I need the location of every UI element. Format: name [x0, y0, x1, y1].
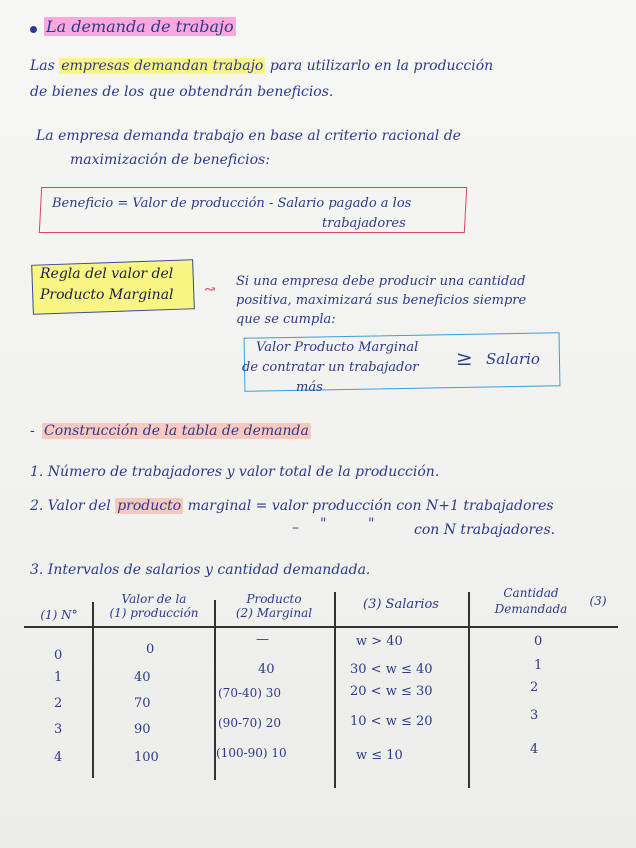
- arrow-icon: ↝: [204, 282, 216, 298]
- cell-valor: 0: [146, 642, 155, 657]
- criterio-line-1: La empresa demanda trabajo en base al criterio racional de: [36, 128, 461, 144]
- regla-line-1: Regla del valor del: [40, 266, 174, 282]
- header-pm-2: (2) Marginal: [235, 606, 313, 620]
- cell-salario: 20 < w ≤ 30: [350, 684, 433, 699]
- step-2-quote-2: ": [368, 516, 375, 532]
- cond-line-1: Valor Producto Marginal: [256, 340, 419, 355]
- cell-cantidad: 4: [530, 742, 539, 757]
- intro-line-2: de bienes de los que obtendrán beneficios.: [30, 84, 334, 100]
- cell-n: 3: [54, 722, 63, 737]
- step-2-dash: –: [292, 520, 299, 536]
- cell-salario: 30 < w ≤ 40: [350, 662, 433, 677]
- formula-line-2: trabajadores: [322, 216, 406, 231]
- table-header-rule: [24, 626, 618, 628]
- regla-line-2: Producto Marginal: [40, 287, 174, 303]
- cell-cantidad: 2: [530, 680, 539, 695]
- cell-valor: 40: [134, 670, 151, 685]
- regla-text-1: Si una empresa debe producir una cantidad: [236, 274, 526, 289]
- cell-n: 1: [54, 670, 63, 685]
- cell-n: 2: [54, 696, 63, 711]
- header-n: (1) N°: [40, 608, 78, 622]
- cell-n: 0: [54, 648, 63, 663]
- cond-right: Salario: [486, 350, 540, 368]
- header-valor-1: Valor de la: [121, 592, 187, 606]
- cell-pm: (70-40) 30: [218, 686, 282, 700]
- header-valor-2: (1) producción: [109, 606, 199, 620]
- cell-n: 4: [54, 750, 63, 765]
- cell-valor: 90: [134, 722, 151, 737]
- cell-salario: w ≤ 10: [356, 748, 403, 763]
- step-1: 1. Número de trabajadores y valor total de la producción.: [30, 464, 440, 480]
- step-2-quote-1: ": [320, 516, 327, 532]
- cond-line-3: más: [296, 380, 323, 395]
- cell-pm: —: [256, 632, 269, 647]
- step-2-end: con N trabajadores.: [414, 522, 556, 538]
- cell-cantidad: 1: [534, 658, 543, 673]
- cell-valor: 100: [134, 750, 159, 765]
- table-col-line-1: [92, 602, 94, 778]
- cell-pm: 40: [258, 662, 275, 677]
- header-cant-1: Cantidad: [503, 586, 559, 600]
- highlight-empresas: empresas demandan trabajo: [61, 58, 264, 74]
- header-salarios: (3) Salarios: [363, 597, 439, 612]
- step-2: 2. Valor del producto marginal = valor producción con N+1 trabajadores: [30, 498, 554, 514]
- construccion-dash: -: [30, 423, 35, 439]
- page-title: La demanda de trabajo: [46, 17, 234, 36]
- cell-salario: w > 40: [356, 634, 403, 649]
- regla-text-3: que se cumpla:: [236, 312, 336, 327]
- cell-cantidad: 0: [534, 634, 543, 649]
- geq-symbol: ≥: [456, 346, 473, 370]
- table-col-line-4: [468, 592, 470, 788]
- bullet-dot: [30, 26, 37, 33]
- formula-line-1: Beneficio = Valor de producción - Salario pagado a los: [52, 196, 412, 211]
- regla-text-2: positiva, maximizará sus beneficios siempre: [236, 293, 527, 308]
- cell-salario: 10 < w ≤ 20: [350, 714, 433, 729]
- header-pm-1: Producto: [246, 592, 302, 606]
- cell-valor: 70: [134, 696, 151, 711]
- construccion-heading: Construcción de la tabla de demanda: [44, 423, 309, 439]
- criterio-line-2: maximización de beneficios:: [70, 152, 270, 168]
- table-col-line-3: [334, 592, 336, 788]
- header-cant-2: Demandada: [494, 602, 568, 616]
- header-cant-tag: (3): [589, 594, 607, 608]
- cond-line-2: de contratar un trabajador: [242, 360, 419, 375]
- cell-pm: (90-70) 20: [218, 716, 282, 730]
- cell-cantidad: 3: [530, 708, 539, 723]
- intro-line-1: Las empresas demandan trabajo para utilizarlo en la producción: [30, 58, 494, 74]
- step-3: 3. Intervalos de salarios y cantidad demandada.: [30, 562, 371, 578]
- cell-pm: (100-90) 10: [216, 746, 287, 760]
